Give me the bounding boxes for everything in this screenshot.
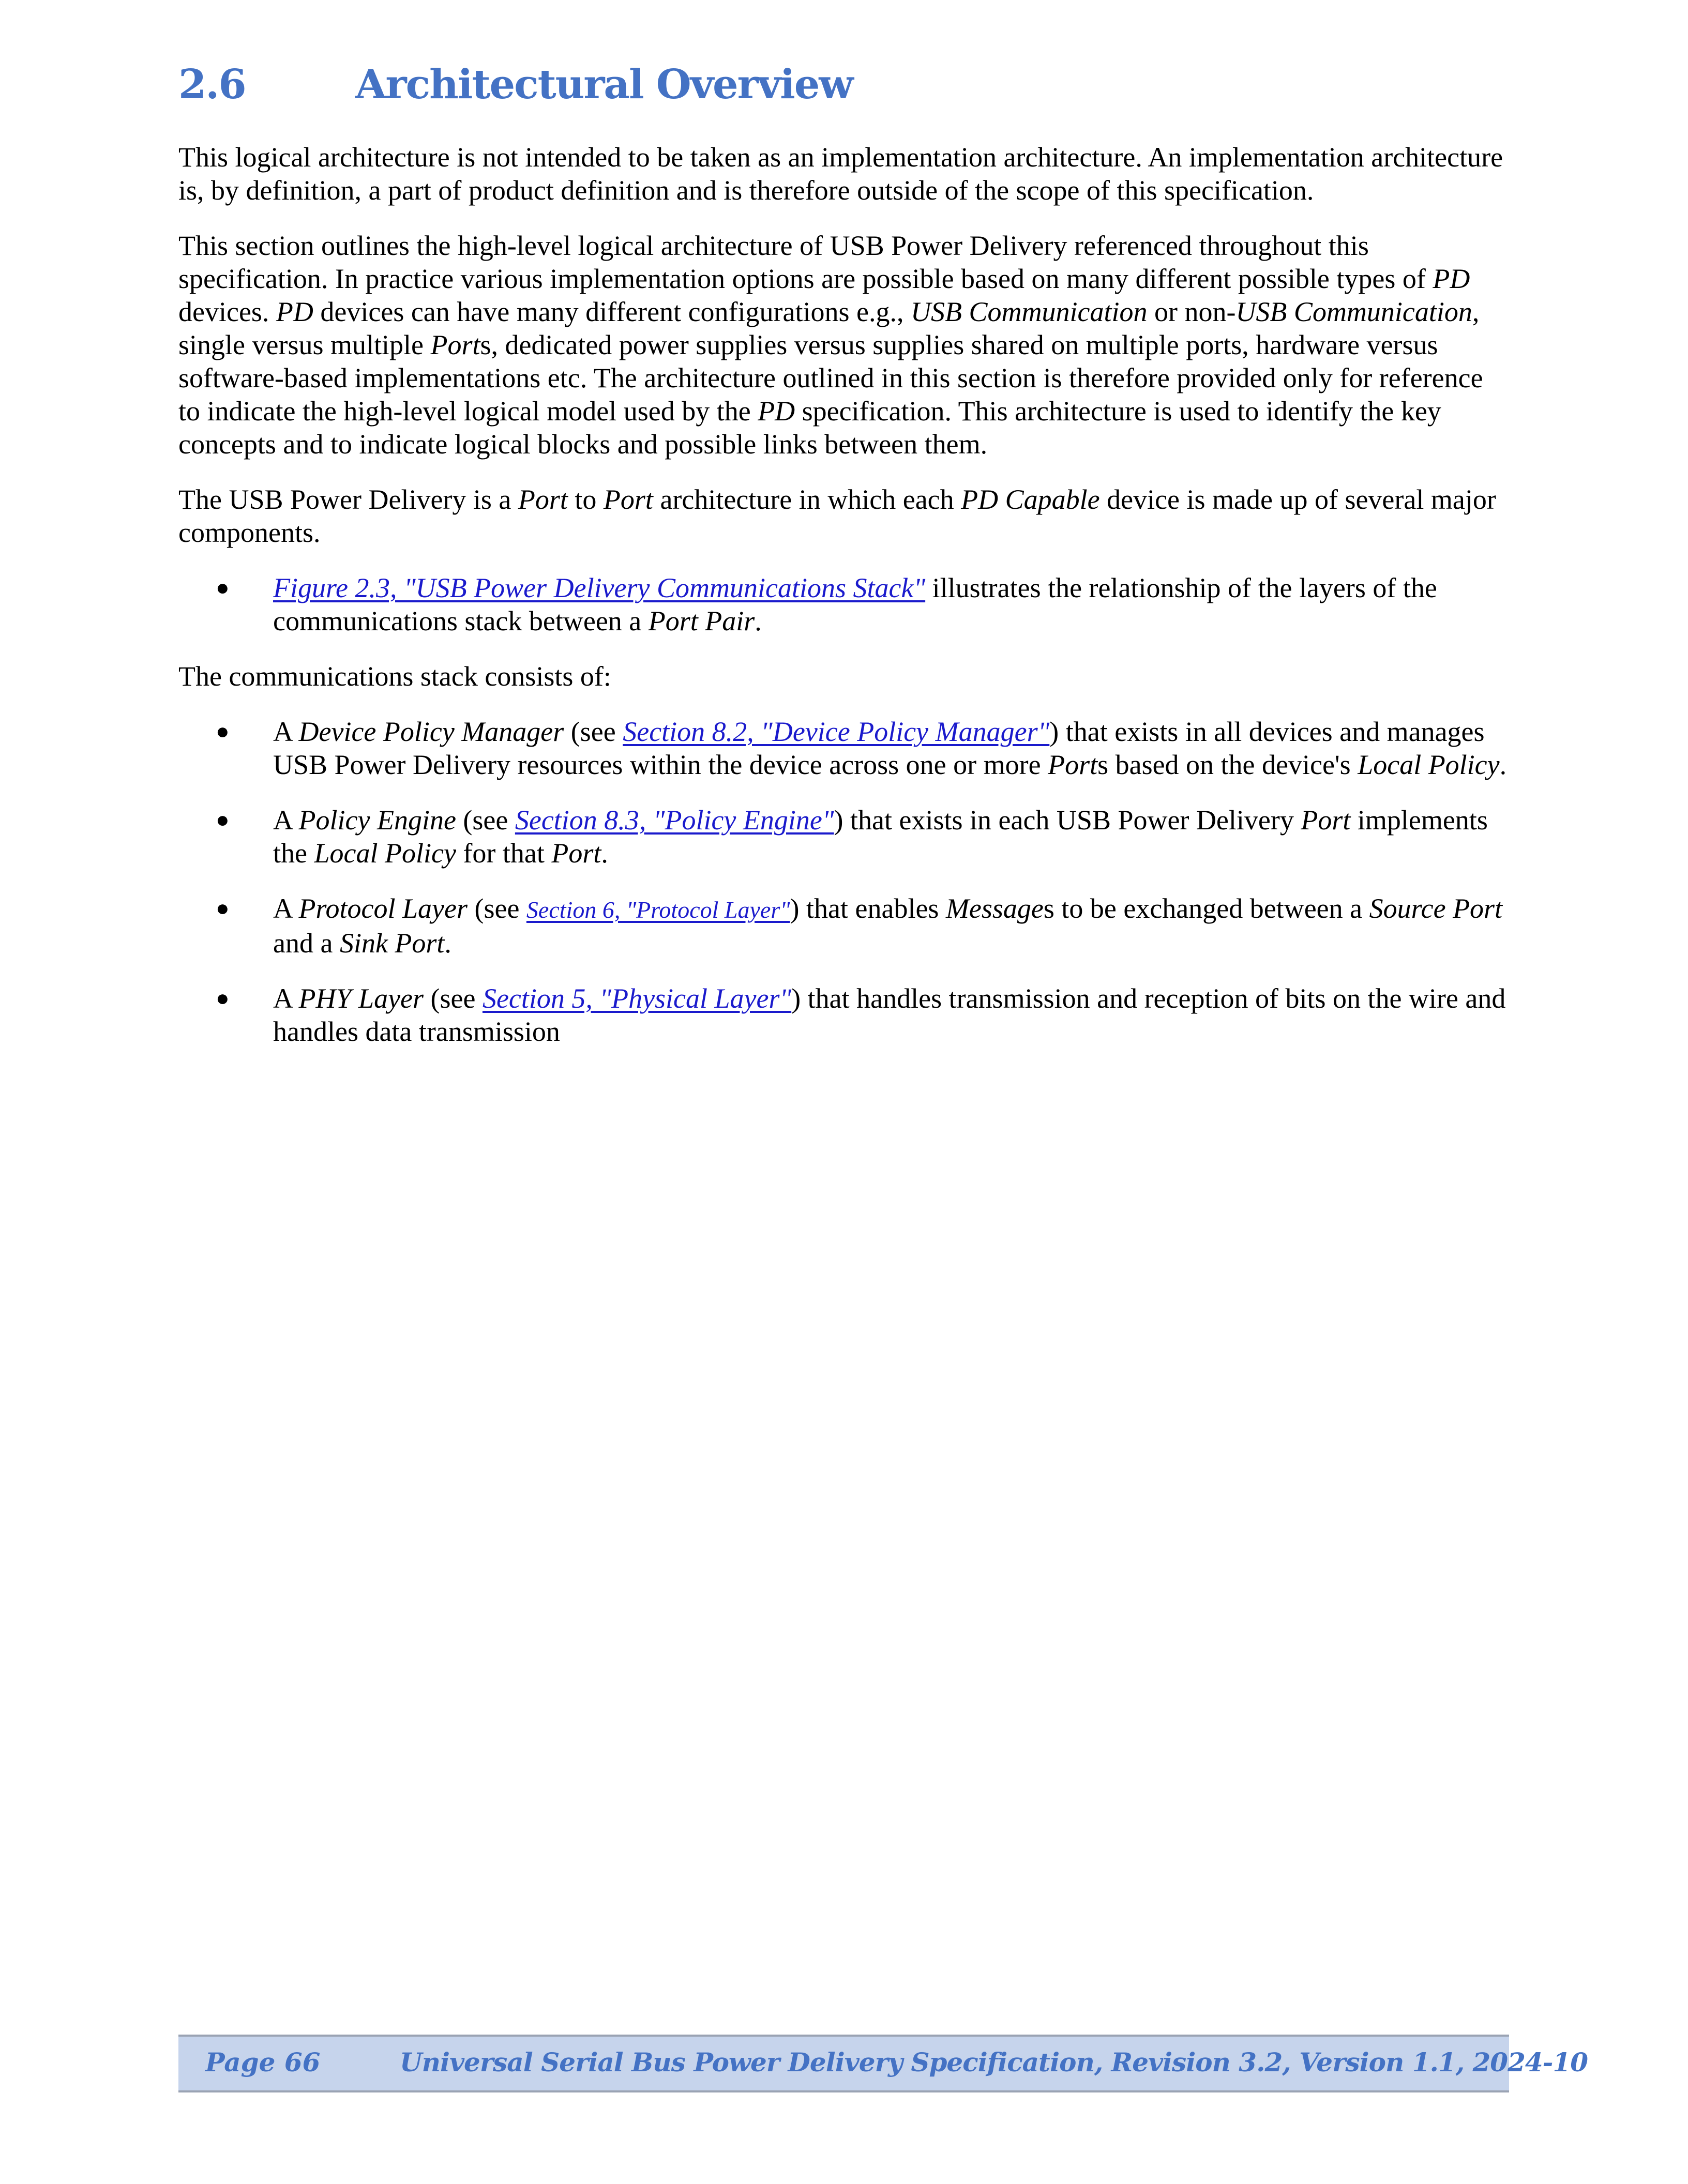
page-footer xyxy=(178,2035,1588,2092)
link-section-5[interactable]: Section 5, "Physical Layer" xyxy=(482,983,792,1014)
page-number: Page 66 xyxy=(205,2047,321,2077)
text-run: The USB Power Delivery is a xyxy=(178,484,518,515)
text-run: and a xyxy=(273,928,340,959)
text-run: s, dedicated power supplies versus supplies shared on multiple ports, hardware versus software-based implementations etc. The architecture outlined in this section is therefore provided only for reference to indicate the high-level logical model used by the xyxy=(178,329,1483,427)
link-figure-2-3[interactable]: Figure 2.3, "USB Power Delivery Communications Stack" xyxy=(273,572,926,603)
text-run: A xyxy=(273,716,299,747)
text-run: (see xyxy=(467,893,526,924)
text-run: s to be exchanged between a xyxy=(1043,893,1369,924)
section-number: 2.6 xyxy=(178,61,246,108)
term-pd-capable: PD Capable xyxy=(961,484,1100,515)
paragraph-scope-note: This logical architecture is not intended to be taken as an implementation architecture. An implementation architecture is, by definition, a part of product definition and is therefore outside of the scope of this specification. xyxy=(178,142,1503,206)
text-run: to xyxy=(567,484,604,515)
text-run: devices can have many different configurations e.g., xyxy=(313,296,911,327)
document-title: Universal Serial Bus Power Delivery Specification, Revision 3.2, Version 1.1, 2024-10 xyxy=(400,2047,1588,2077)
term-protocol-layer: Protocol Layer xyxy=(298,893,468,924)
text-run: ) that exists in each USB Power Delivery xyxy=(834,805,1301,836)
link-section-8-3[interactable]: Section 8.3, "Policy Engine" xyxy=(515,805,834,836)
bullet-icon: ● xyxy=(216,896,230,921)
term-local-policy: Local Policy xyxy=(314,838,456,869)
paragraph-port-to-port xyxy=(178,483,1510,549)
link-section-6[interactable]: Section 6, "Protocol Layer" xyxy=(526,897,790,923)
term-phy-layer: PHY Layer xyxy=(298,983,424,1014)
text-run: A xyxy=(273,983,299,1014)
list-item xyxy=(178,803,1510,870)
text-run: (see xyxy=(456,805,515,836)
list-item xyxy=(178,715,1510,781)
text-run: . xyxy=(1499,749,1507,780)
term-port: Port xyxy=(603,484,653,515)
text-run: , single versus multiple xyxy=(178,296,1480,360)
paragraph-architecture-outline xyxy=(178,229,1510,461)
term-port: Port xyxy=(1301,805,1351,836)
text-run: (see xyxy=(424,983,483,1014)
text-run: device is made up of several major components. xyxy=(178,484,1496,548)
text-run: ) that handles transmission and reception of bits on the wire and handles data transmission xyxy=(273,983,1506,1047)
term-pd: PD xyxy=(758,396,795,427)
text-run: This section outlines the high-level logical architecture of USB Power Delivery referenced throughout this specification. In practice various implementation options are possible based on many different possible types of xyxy=(178,230,1433,294)
term-port: Port xyxy=(518,484,568,515)
text-run: illustrates the relationship of the layers of the communications stack between a xyxy=(273,572,1437,636)
term-local-policy: Local Policy xyxy=(1358,749,1500,780)
text-run: . xyxy=(755,605,762,636)
list-item xyxy=(178,892,1510,960)
list-item xyxy=(178,982,1510,1048)
text-run: ) that enables xyxy=(790,893,946,924)
stack-bullet-list xyxy=(178,715,1510,1048)
bullet-icon: ● xyxy=(216,575,230,600)
term-usb-communication: USB Communication xyxy=(910,296,1148,327)
bullet-icon: ● xyxy=(216,985,230,1011)
text-run: A xyxy=(273,805,299,836)
term-source-port: Source Port xyxy=(1369,893,1503,924)
term-sink-port: Sink Port xyxy=(339,928,445,959)
term-message: Message xyxy=(945,893,1044,924)
term-port: Port xyxy=(1048,749,1098,780)
bullet-icon: ● xyxy=(216,719,230,744)
term-device-policy-manager: Device Policy Manager xyxy=(298,716,564,747)
text-run: devices. xyxy=(178,296,276,327)
list-item xyxy=(178,571,1510,638)
text-run: for that xyxy=(456,838,552,869)
text-run: or non- xyxy=(1147,296,1236,327)
text-run: specification. This architecture is used to identify the key concepts and to indicate logical blocks and possible links between them. xyxy=(178,396,1441,460)
term-pd: PD xyxy=(276,296,313,327)
text-run: A xyxy=(273,893,299,924)
paragraph-stack-intro: The communications stack consists of: xyxy=(178,661,611,692)
term-usb-communication: USB Communication xyxy=(1235,296,1472,327)
text-run: (see xyxy=(564,716,623,747)
text-run: ) that exists in all devices and manages USB Power Delivery resources within the device across one or more xyxy=(273,716,1485,780)
term-port: Port xyxy=(551,838,601,869)
body-text xyxy=(178,141,1510,1070)
intro-bullet-list xyxy=(178,571,1510,638)
text-run: implements the xyxy=(273,805,1488,869)
text-run: . xyxy=(601,838,608,869)
term-policy-engine: Policy Engine xyxy=(298,805,456,836)
text-run: . xyxy=(444,928,451,959)
section-title: Architectural Overview xyxy=(355,61,853,108)
term-port: Port xyxy=(430,329,480,360)
text-run: architecture in which each xyxy=(653,484,961,515)
link-section-8-2[interactable]: Section 8.2, "Device Policy Manager" xyxy=(623,716,1050,747)
section-heading xyxy=(178,61,852,108)
term-port-pair: Port Pair xyxy=(648,605,755,636)
text-run: s based on the device's xyxy=(1097,749,1358,780)
bullet-icon: ● xyxy=(216,807,230,832)
term-pd: PD xyxy=(1433,263,1470,294)
